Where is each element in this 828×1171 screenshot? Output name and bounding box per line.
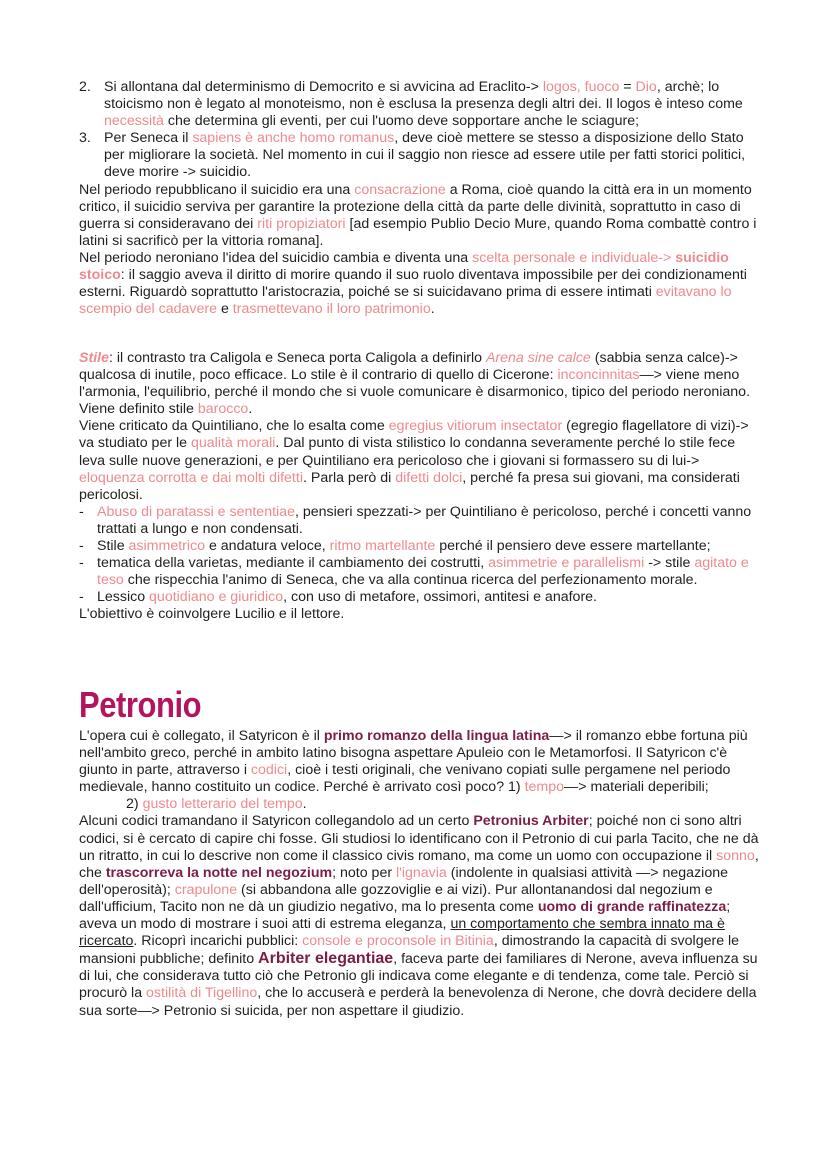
paragraph-satyricon-point-2: 2) gusto letterario del tempo. <box>126 796 307 813</box>
bullet-dash: - <box>79 589 84 606</box>
highlight: necessità <box>104 113 164 130</box>
bullet-item: - Lessico quotidiano e giuridico, con uso di metafore, ossimori, antitesi e anafore. <box>79 589 597 606</box>
paragraph-closing: L'obiettivo è coinvolgere Lucilio e il lettore. <box>79 606 345 623</box>
section-stoicism <box>79 79 759 318</box>
paragraph-republican-suicide: Nel periodo repubblicano il suicidio era una consacrazione a Roma, cioè quando la città era in un momento critico, il suicidio serviva per garantire la protezione della città da parte delle divinità, soprattutto in caso di guerra si consideravano dei riti propiziatori [ad esempio Publio Decio Mure, quando Roma combattè contro i latini si sacrificò per la vittoria romana]. <box>79 181 757 249</box>
stile-label: Stile <box>79 350 109 366</box>
list-number: 3. <box>79 130 91 147</box>
section-style <box>79 350 759 624</box>
paragraph-stile: Stile: il contrasto tra Caligola e Seneca porta Caligola a definirlo Arena sine calce (sabbia senza calce)-> qualcosa di inutile, poco efficace. Lo stile è il contrario di quello di Cicerone: inconcinnitas—> viene meno l'armonia, l'equilibrio, perché il mondo che si vuole comunicare è disarmonico, tipico del periodo neroniano. Viene definito stile barocco. <box>79 350 751 418</box>
list-item-3: 3. Per Seneca il sapiens è anche homo romanus, deve cioè mettere se stesso a disposizione dello Stato per migliorare la società. Nel momento in cui il saggio non riesce ad essere utile per fatti storici politici, deve morire -> suicidio. <box>79 130 746 181</box>
bullet-item: - tematica della varietas, mediante il cambiamento dei costrutti, asimmetrie e parallelismi -> stile agitato e teso che rispecchia l'animo di Seneca, che va alla continua ricerca del perfezionamento morale. <box>79 555 749 589</box>
paragraph-neronian-suicide: Nel periodo neroniano l'idea del suicidio cambia e diventa una scelta personale e individuale-> suicidio stoico: il saggio aveva il diritto di morire quando il suo ruolo diventava impossibile per dei condizionamenti esterni. Riguardò soprattutto l'aristocrazia, poiché se si suicidavano prima di essere intimati evitavano lo scempio del cadavere e trasmettevano il loro patrimonio. <box>79 249 747 318</box>
bullet-dash: - <box>79 555 84 572</box>
section-petronio <box>79 728 759 1020</box>
highlight: logos, fuoco <box>542 79 620 95</box>
page-title: Petronio <box>79 684 202 725</box>
list-item-2: 2. Si allontana dal determinismo di Democrito e si avvicina ad Eraclito-> logos, fuoco = Dio, archè; lo stoicismo non è legato al monoteismo, non è esclusa la presenza degli altri dei. Il logos è inteso come necessità che determina gli eventi, per cui l'uomo deve sopportare anche le sciagure; <box>79 79 743 130</box>
highlight: Dio <box>635 79 657 95</box>
list-number: 2. <box>79 79 91 95</box>
bullet-dash: - <box>79 503 84 520</box>
bullet-item: - Stile asimmetrico e andatura veloce, ritmo martellante perché il pensiero deve essere martellante; <box>79 538 711 555</box>
bullet-item: - Abuso di paratassi e sententiae, pensieri spezzati-> per Quintiliano è pericoloso, perché i concetti vanno trattati a lungo e non condensati. <box>79 503 752 537</box>
paragraph-petronius-arbiter: Alcuni codici tramandano il Satyricon collegandolo ad un certo Petronius Arbiter; poiché non ci sono altri codici, si è cercato di capire chi fosse. Gli studiosi lo identificano con il Petronio di cui parla Tacito, che ne dà un ritratto, in cui lo descrive non come il classico civis romano, ma come un uomo con occupazione il sonno, che trascorreva la notte nel negozium; noto per l'ignavia (indolente in qualsiasi attività —> negazione dell'operosità); crapulone (si abbandona alle gozzoviglie e ai vizi). Pur allontanandosi dal negozium e dall'ufficium, Tacito non ne dà un giudizio negativo, ma lo presenta come uomo di grande raffinatezza; aveva un modo di mostrare i suoi atti di estrema eleganza, un comportamento che sembra innato ma è ricercato. Ricoprì incarichi pubblici: console e proconsole in Bitinia, dimostrando la capacità di svolgere le mansioni pubbliche; definito Arbiter elegantiae, faceva parte dei familiares di Nerone, aveva influenza su di lui, che considerava tutto ciò che Petronio gli indicava come elegante e di tendenza, come tale. Perciò si procurò la ostilità di Tigellino, che lo accuserà e perderà la benevolenza di Nerone, che dovrà decidere della sua sorte—> Petronio si suicida, per non aspettare il giudizio. <box>79 813 759 1019</box>
paragraph-quintiliano: Viene criticato da Quintiliano, che lo esalta come egregius vitiorum insectator (egregio flagellatore di vizi)-> va studiato per le qualità morali. Dal punto di vista stilistico lo condanna severamente perché lo stile fece leva sulle nuove generazioni, e per Quintiliano era pericoloso che i giovani si formassero su di lui-> eloquenza corrotta e dai molti difetti. Parla però di difetti dolci, perché fa presa sui giovani, ma considerati pericolosi. <box>79 418 749 503</box>
bullet-dash: - <box>79 538 84 555</box>
highlight: sapiens è anche homo romanus <box>192 130 395 147</box>
paragraph-satyricon: L'opera cui è collegato, il Satyricon è il primo romanzo della lingua latina—> il romanzo ebbe fortuna più nell'ambito greco, perché in ambito latino bisogna aspettare Apuleio con le Metamorfosi. Il Satyricon c'è giunto in parte, attraverso i codici, cioè i testi originali, che venivano copiati sulle pergamene nel periodo medievale, hanno costituito un codice. Perché è arrivato così poco? 1) tempo—> materiali deperibili; <box>79 728 748 796</box>
